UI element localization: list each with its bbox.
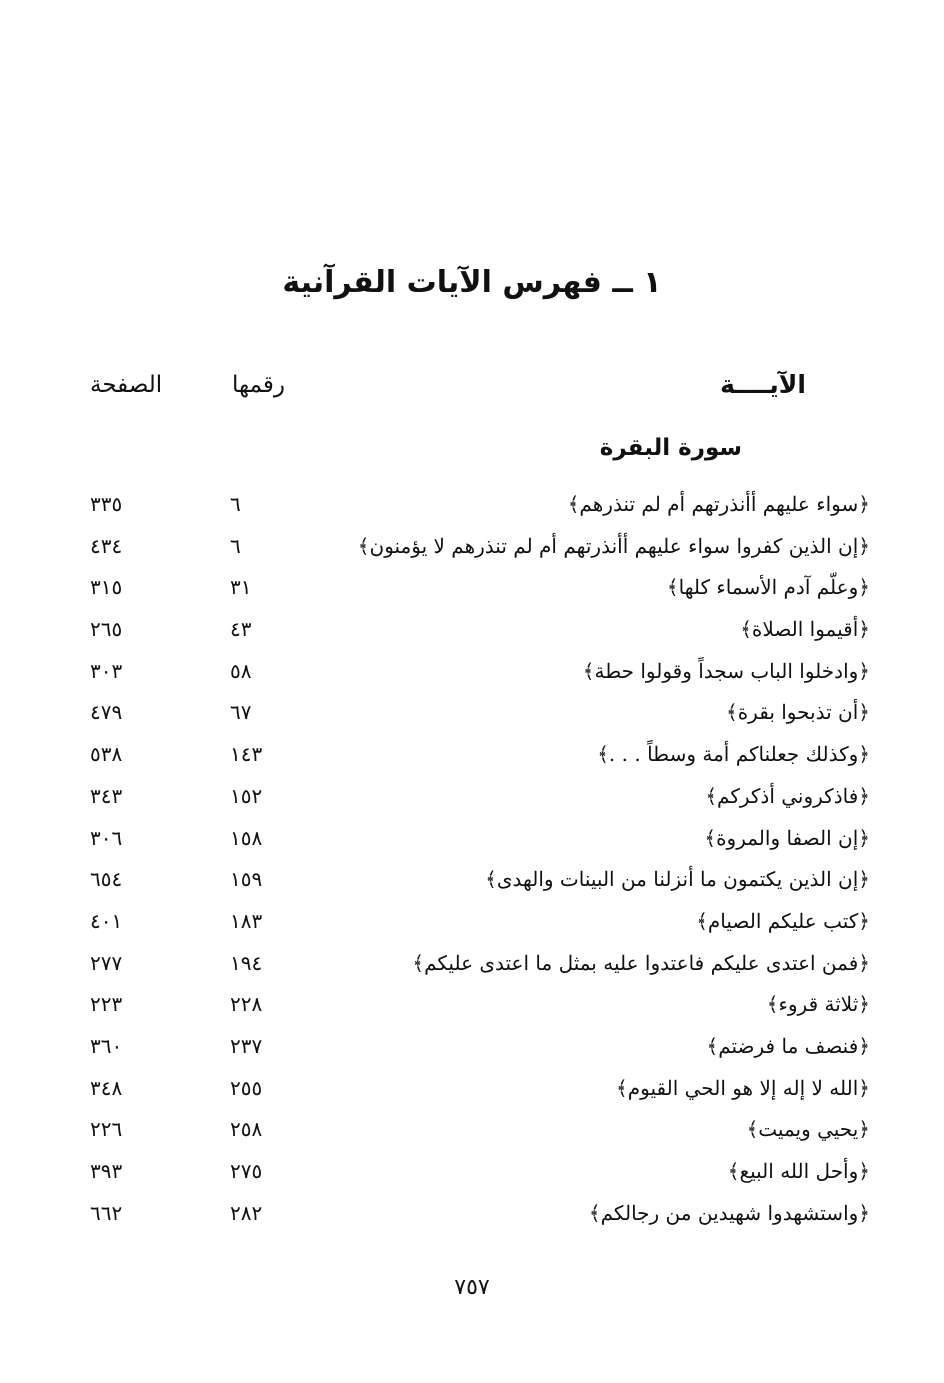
- verse-number: ١٥٨: [230, 825, 263, 850]
- index-row: [60, 692, 870, 734]
- column-header-number: رقمها: [232, 372, 286, 398]
- page-reference: ٦٥٤: [90, 867, 123, 892]
- page-reference: ٣١٥: [90, 575, 123, 600]
- verse-text: ﴿إن الذين كفروا سواء عليهم أأنذرتهم أم لم تنذرهم لا يؤمنون﴾: [357, 533, 870, 558]
- index-row: [60, 1026, 870, 1068]
- verse-text: ﴿يحيي ويميت﴾: [746, 1117, 870, 1142]
- page-reference: ٢٧٧: [90, 950, 123, 975]
- page-reference: ٣٤٨: [90, 1075, 123, 1100]
- page-reference: ٤٠١: [90, 908, 123, 933]
- page-reference: ٣٦٠: [90, 1033, 123, 1058]
- verse-number: ١٥٢: [230, 783, 263, 808]
- verse-text: ﴿وعلّم آدم الأسماء كلها﴾: [666, 575, 870, 600]
- index-row: [60, 651, 870, 693]
- verse-number: ٤٣: [230, 617, 252, 642]
- page-reference: ٣٩٣: [90, 1159, 123, 1183]
- verse-text: ﴿وادخلوا الباب سجداً وقولوا حطة﴾: [582, 658, 870, 683]
- verse-number: ٣١: [230, 575, 252, 600]
- verse-number: ٢٧٥: [230, 1159, 263, 1183]
- page-reference: ٣٠٣: [90, 658, 123, 683]
- verse-number: ١٤٣: [230, 742, 263, 767]
- verse-number: ٢٣٧: [230, 1033, 263, 1058]
- page-reference: ٣٣٥: [90, 492, 123, 516]
- index-row: [60, 567, 870, 609]
- column-header-verse: الآيــــة: [720, 370, 806, 399]
- page-reference: ٦٦٢: [90, 1200, 123, 1225]
- page-number: ٧٥٧: [454, 1275, 490, 1300]
- verse-text: ﴿وأحل الله البيع﴾: [727, 1159, 870, 1183]
- index-row: [60, 818, 870, 860]
- surah-heading: سورة البقرة: [599, 435, 742, 461]
- page-reference: ٢٢٦: [90, 1117, 123, 1142]
- page-title: ١ ــ فهرس الآيات القرآنية: [282, 265, 662, 300]
- index-row: [60, 609, 870, 651]
- index-row: [60, 484, 870, 526]
- verse-number: ٢٥٥: [230, 1075, 263, 1100]
- page-reference: ٣٤٣: [90, 783, 123, 808]
- index-row: [60, 859, 870, 901]
- index-row: [60, 943, 870, 985]
- verse-text: ﴿فاذكروني أذكركم﴾: [705, 783, 870, 808]
- column-header-page: الصفحة: [90, 372, 163, 398]
- page-reference: ٥٣٨: [90, 742, 123, 767]
- index-row: [60, 1151, 870, 1193]
- index-row: [60, 1109, 870, 1151]
- page-reference: ٢٦٥: [90, 617, 123, 642]
- page-reference: ٤٧٩: [90, 700, 123, 725]
- verse-number: ٦: [230, 492, 241, 516]
- verse-text: ﴿كتب عليكم الصيام﴾: [696, 908, 870, 933]
- index-row: [60, 1068, 870, 1110]
- verse-text: ﴿سواء عليهم أأنذرتهم أم لم تنذرهم﴾: [567, 492, 870, 516]
- verse-text: ﴿إن الذين يكتمون ما أنزلنا من البينات والهدى﴾: [485, 867, 870, 892]
- verse-number: ٦٧: [230, 700, 252, 725]
- verse-text: ﴿فمن اعتدى عليكم فاعتدوا عليه بمثل ما اعتدى عليكم﴾: [412, 950, 870, 975]
- index-row: [60, 984, 870, 1026]
- verse-text: ﴿الله لا إله إلا هو الحي القيوم﴾: [616, 1075, 870, 1100]
- index-row: [60, 526, 870, 568]
- verse-text: ﴿أقيموا الصلاة﴾: [740, 617, 870, 642]
- verse-number: ١٨٣: [230, 908, 263, 933]
- verse-number: ٢٢٨: [230, 992, 263, 1017]
- page-reference: ٣٠٦: [90, 825, 123, 850]
- page-reference: ٤٣٤: [90, 533, 123, 558]
- verse-text: ﴿أن تذبحوا بقرة﴾: [725, 700, 870, 725]
- index-row: [60, 1193, 870, 1235]
- index-row: [60, 734, 870, 776]
- verse-text: ﴿فنصف ما فرضتم﴾: [706, 1033, 870, 1058]
- verse-number: ١٩٤: [230, 950, 263, 975]
- verse-text: ﴿وكذلك جعلناكم أمة وسطاً . . .﴾: [597, 742, 870, 767]
- verse-number: ٦: [230, 533, 241, 558]
- verse-number: ٥٨: [230, 658, 252, 683]
- verse-number: ١٥٩: [230, 867, 263, 892]
- page-reference: ٢٢٣: [90, 992, 123, 1017]
- verse-index-list: [60, 484, 870, 1234]
- verse-number: ٢٨٢: [230, 1200, 263, 1225]
- verse-text: ﴿واستشهدوا شهيدين من رجالكم﴾: [588, 1200, 870, 1225]
- index-row: [60, 901, 870, 943]
- verse-text: ﴿إن الصفا والمروة﴾: [704, 825, 870, 850]
- verse-number: ٢٥٨: [230, 1117, 263, 1142]
- index-row: [60, 776, 870, 818]
- verse-text: ﴿ثلاثة قروء﴾: [766, 992, 870, 1017]
